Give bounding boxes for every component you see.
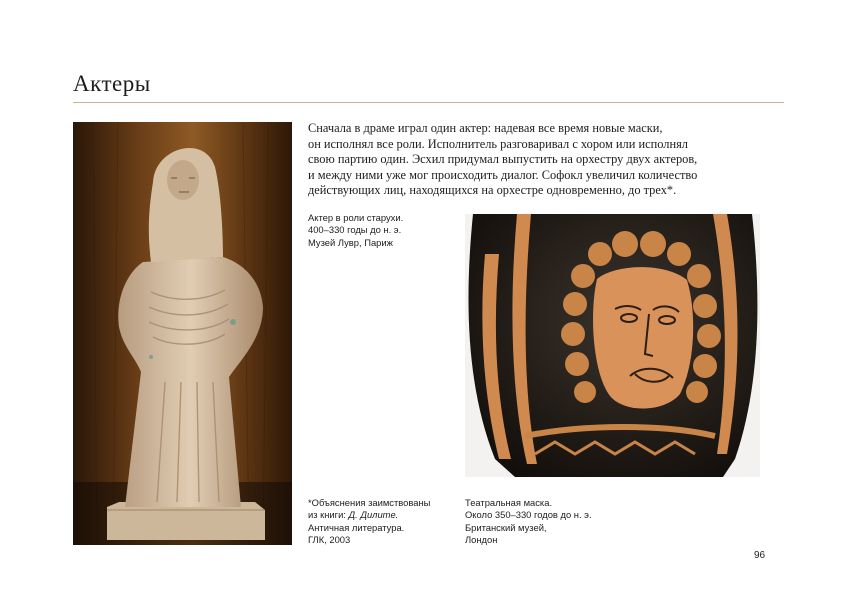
footnote-author: Д. Дилите. [348, 509, 399, 521]
mask-vase-photo [465, 214, 760, 477]
caption-line: 400–330 годы до н. э. [308, 224, 402, 236]
statuette-photo [73, 122, 292, 545]
caption-line: Музей Лувр, Париж [308, 236, 393, 248]
caption-line: Британский музей, [465, 521, 547, 533]
intro-line: он исполнял все роли. Исполнитель разговаривал с хором или исполнял [308, 136, 688, 151]
intro-paragraph [308, 121, 778, 199]
caption-line: Актер в роли старухи. [308, 212, 404, 223]
footnote-line [308, 509, 458, 521]
intro-line: действующих лиц, находящихся на орхестре одновременно, до трех*. [308, 183, 677, 198]
footnote [308, 497, 458, 547]
intro-line: Сначала в драме играл один актер: надевая все время новые маски, [308, 121, 663, 135]
intro-line: и между ними уже мог происходить диалог. Софокл увеличил количество [308, 167, 698, 182]
footnote-line: ГЛК, 2003 [308, 534, 351, 546]
mask-caption [465, 497, 615, 547]
page-number: 96 [754, 550, 766, 561]
caption-line: Лондон [465, 534, 498, 546]
statuette-caption [308, 212, 458, 249]
caption-line: Театральная маска. [465, 497, 553, 508]
page-title: Актеры [73, 71, 151, 96]
footnote-prefix: из книги: [308, 509, 349, 521]
title-divider [73, 102, 784, 103]
footnote-line: *Объяснения заимствованы [308, 497, 431, 508]
intro-line: свою партию один. Эсхил придумал выпустить на орхестру двух актеров, [308, 152, 698, 167]
footnote-line: Античная литература. [308, 521, 405, 533]
caption-line: Около 350–330 годов до н. э. [465, 509, 592, 521]
